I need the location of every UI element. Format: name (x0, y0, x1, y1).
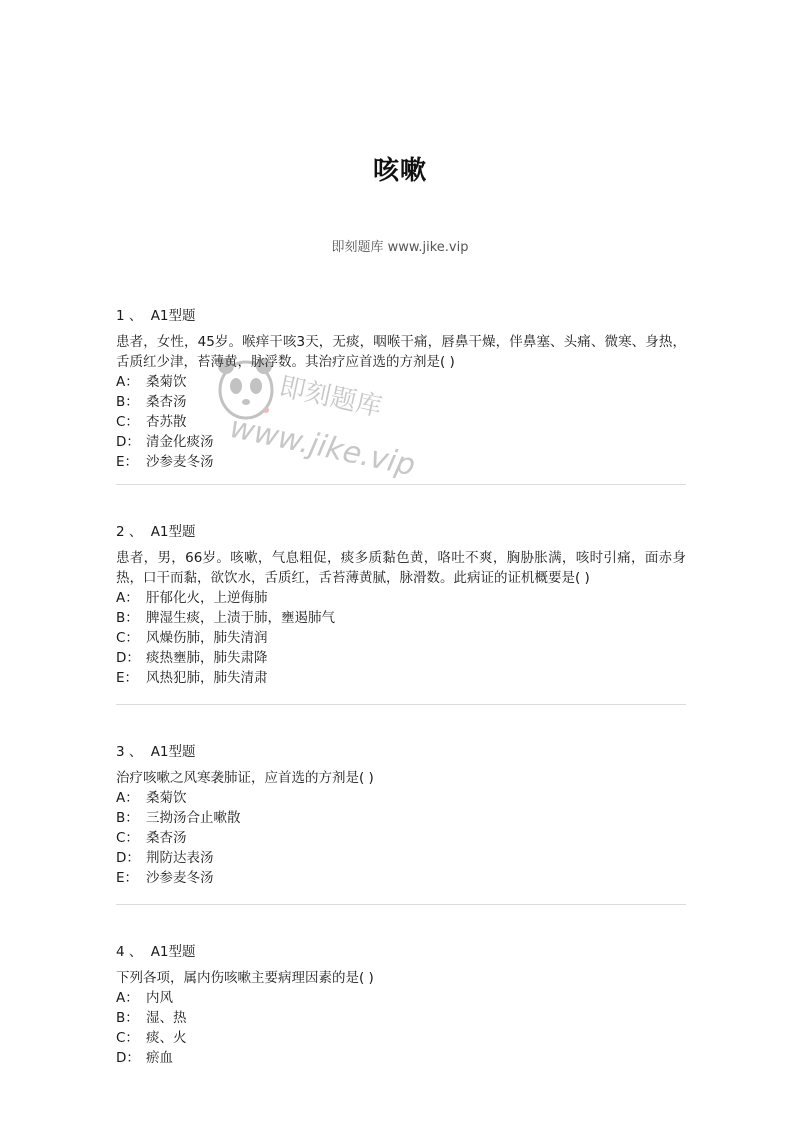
question-1 (116, 306, 686, 472)
question-number: 4 、 (116, 944, 143, 960)
option-text: 风燥伤肺，肺失清润 (146, 630, 268, 646)
option-a (116, 588, 686, 608)
option-key: A： (116, 990, 139, 1006)
option-key: A： (116, 790, 139, 806)
option-text: 痰热壅肺，肺失肃降 (146, 650, 268, 666)
question-divider (116, 904, 686, 905)
option-key: B： (116, 394, 139, 410)
option-c (116, 628, 686, 648)
option-b (116, 392, 686, 412)
option-d (116, 1048, 686, 1068)
option-a (116, 788, 686, 808)
option-key: A： (116, 374, 139, 390)
question-type: A1型题 (150, 308, 196, 324)
question-number: 2 、 (116, 524, 143, 540)
option-text: 风热犯肺，肺失清肃 (146, 670, 268, 686)
option-text: 桑菊饮 (146, 790, 187, 806)
question-number: 1 、 (116, 308, 143, 324)
option-d (116, 648, 686, 668)
option-key: D： (116, 650, 140, 666)
question-divider (116, 704, 686, 705)
option-e (116, 668, 686, 688)
option-c (116, 828, 686, 848)
option-text: 荆防达表汤 (146, 850, 214, 866)
option-d (116, 432, 686, 452)
option-text: 痰、火 (146, 1030, 187, 1046)
option-text: 桑菊饮 (146, 374, 187, 390)
option-a (116, 988, 686, 1008)
question-type: A1型题 (150, 524, 196, 540)
question-header (116, 942, 686, 962)
question-header (116, 742, 686, 762)
option-b (116, 608, 686, 628)
option-key: E： (116, 454, 139, 470)
option-b (116, 1008, 686, 1028)
option-key: E： (116, 870, 139, 886)
question-stem: 患者，男，66岁。咳嗽，气息粗促，痰多质黏色黄，咯吐不爽，胸胁胀满，咳时引痛，面赤身热，口干而黏，欲饮水，舌质红，舌苔薄黄腻，脉滑数。此病证的证机概要是( ) (116, 550, 686, 586)
option-key: D： (116, 1050, 140, 1066)
option-key: B： (116, 810, 139, 826)
option-text: 脾湿生痰，上渍于肺，壅遏肺气 (146, 610, 335, 626)
option-key: B： (116, 1010, 139, 1026)
option-text: 内风 (146, 990, 173, 1006)
option-text: 杏苏散 (146, 414, 187, 430)
watermark-brand: 即刻题库 (276, 371, 385, 423)
option-key: D： (116, 434, 140, 450)
option-text: 瘀血 (146, 1050, 173, 1066)
option-text: 三拗汤合止嗽散 (146, 810, 241, 826)
question-4 (116, 942, 686, 1068)
question-number: 3 、 (116, 744, 143, 760)
option-text: 湿、热 (146, 1010, 187, 1026)
option-key: C： (116, 630, 139, 646)
option-c (116, 1028, 686, 1048)
option-c (116, 412, 686, 432)
page-source-line: 即刻题库 www.jike.vip (331, 240, 469, 255)
option-e (116, 868, 686, 888)
option-key: C： (116, 1030, 139, 1046)
option-e (116, 452, 686, 472)
question-stem: 患者，女性，45岁。喉痒干咳3天，无痰，咽喉干痛，唇鼻干燥，伴鼻塞、头痛、微寒、身热，舌质红少津，苔薄黄，脉浮数。其治疗应首选的方剂是( ) (116, 334, 686, 370)
option-key: C： (116, 414, 139, 430)
option-a (116, 372, 686, 392)
question-header (116, 306, 686, 326)
option-text: 沙参麦冬汤 (146, 870, 214, 886)
question-divider (116, 484, 686, 485)
question-3 (116, 742, 686, 888)
option-text: 清金化痰汤 (146, 434, 214, 450)
question-2 (116, 522, 686, 688)
question-stem: 治疗咳嗽之风寒袭肺证，应首选的方剂是( ) (116, 770, 374, 786)
option-text: 沙参麦冬汤 (146, 454, 214, 470)
question-header (116, 522, 686, 542)
question-stem: 下列各项，属内伤咳嗽主要病理因素的是( ) (116, 970, 374, 986)
option-text: 肝郁化火，上逆侮肺 (146, 590, 268, 606)
page-title: 咳嗽 (372, 156, 427, 186)
option-text: 桑杏汤 (146, 394, 187, 410)
option-b (116, 808, 686, 828)
option-key: D： (116, 850, 140, 866)
option-text: 桑杏汤 (146, 830, 187, 846)
watermark-url: www.jike.vip (226, 410, 419, 484)
option-key: A： (116, 590, 139, 606)
question-type: A1型题 (150, 944, 196, 960)
option-key: C： (116, 830, 139, 846)
option-key: B： (116, 610, 139, 626)
question-type: A1型题 (150, 744, 196, 760)
option-key: E： (116, 670, 139, 686)
option-d (116, 848, 686, 868)
